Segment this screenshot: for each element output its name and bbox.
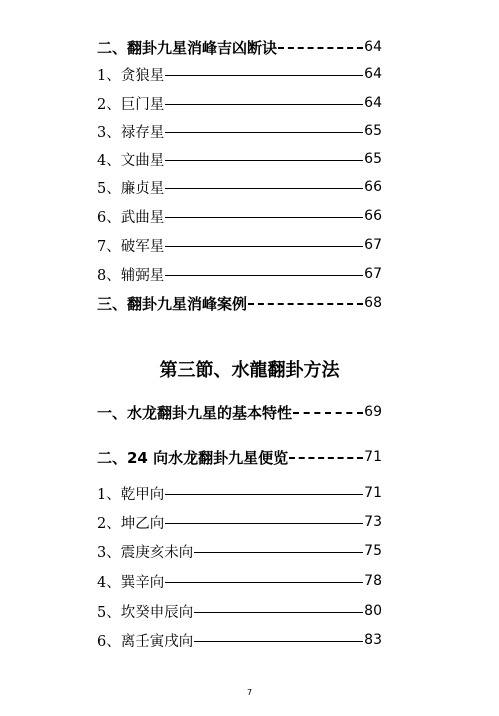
toc-page-number: 69 [364, 404, 382, 420]
toc-line[interactable] [97, 401, 382, 423]
toc-line[interactable] [97, 176, 382, 198]
toc-label: 5、廉贞星 [97, 180, 165, 197]
toc-page-number: 71 [364, 485, 382, 501]
toc-line[interactable] [97, 148, 382, 170]
toc-line[interactable] [97, 570, 382, 592]
toc-line[interactable] [97, 482, 382, 504]
toc-page-number: 71 [364, 449, 382, 465]
toc-line[interactable] [97, 234, 382, 256]
dot-leader [194, 641, 363, 642]
toc-page-number: 64 [364, 39, 382, 55]
toc-label: 一、水龙翻卦九星的基本特性 [97, 403, 293, 422]
toc-label: 2、坤乙向 [97, 515, 165, 532]
dot-leader [278, 47, 363, 49]
dot-leader [289, 457, 363, 459]
toc-line[interactable] [97, 36, 382, 58]
toc-line[interactable] [97, 511, 382, 533]
toc-page-number: 65 [364, 123, 382, 139]
toc-page-number: 83 [364, 632, 382, 648]
toc-label: 4、巽辛向 [97, 574, 165, 591]
toc-page-number: 67 [364, 266, 382, 282]
dot-leader [165, 104, 363, 105]
toc-label: 2、巨门星 [97, 96, 165, 113]
toc-page-number: 65 [364, 151, 382, 167]
toc-page-number: 80 [364, 603, 382, 619]
dot-leader [165, 75, 363, 76]
toc-line[interactable] [97, 540, 382, 562]
toc-page-number: 78 [364, 573, 382, 589]
toc-line[interactable] [97, 292, 382, 314]
dot-leader [165, 494, 363, 495]
toc-label: 二、翻卦九星消峰吉凶断诀 [97, 38, 278, 57]
toc-line[interactable] [97, 205, 382, 227]
toc-page-number: 67 [364, 237, 382, 253]
toc-label: 1、乾甲向 [97, 486, 165, 503]
toc-label: 6、武曲星 [97, 209, 165, 226]
toc-line[interactable] [97, 446, 382, 468]
toc-line[interactable] [97, 263, 382, 285]
dot-leader [165, 246, 363, 247]
toc-label: 1、贪狼星 [97, 67, 165, 84]
dot-leader [165, 132, 363, 133]
toc-line[interactable] [97, 120, 382, 142]
footer-page-number: 7 [246, 688, 253, 697]
toc-line[interactable] [97, 63, 382, 85]
dot-leader [165, 188, 363, 189]
dot-leader [293, 412, 363, 414]
toc-label: 3、禄存星 [97, 124, 165, 141]
toc-label: 4、文曲星 [97, 152, 165, 169]
toc-label: 3、震庚亥未向 [97, 544, 194, 561]
toc-page-number: 66 [364, 179, 382, 195]
toc-label: 6、离壬寅戌向 [97, 633, 194, 650]
toc-line[interactable] [97, 629, 382, 651]
toc-label: 二、24 向水龙翻卦九星便览 [97, 448, 289, 467]
toc-label: 8、辅弼星 [97, 267, 165, 284]
toc-label: 7、破军星 [97, 238, 165, 255]
dot-leader [248, 303, 363, 305]
toc-page-number: 66 [364, 208, 382, 224]
toc-page-number: 75 [364, 543, 382, 559]
toc-page-number: 64 [364, 95, 382, 111]
toc-page-number: 64 [364, 66, 382, 82]
toc-line[interactable] [97, 600, 382, 622]
toc-line[interactable] [97, 92, 382, 114]
toc-page-number: 73 [364, 514, 382, 530]
dot-leader [165, 160, 363, 161]
dot-leader [165, 582, 363, 583]
toc-page-number: 68 [364, 295, 382, 311]
dot-leader [165, 275, 363, 276]
toc-label: 三、翻卦九星消峰案例 [97, 294, 248, 313]
toc-label: 5、坎癸申辰向 [97, 604, 194, 621]
dot-leader [165, 523, 363, 524]
section-title: 第三節、水龍翻卦方法 [159, 360, 340, 381]
dot-leader [165, 217, 363, 218]
dot-leader [194, 552, 363, 553]
dot-leader [194, 612, 363, 613]
